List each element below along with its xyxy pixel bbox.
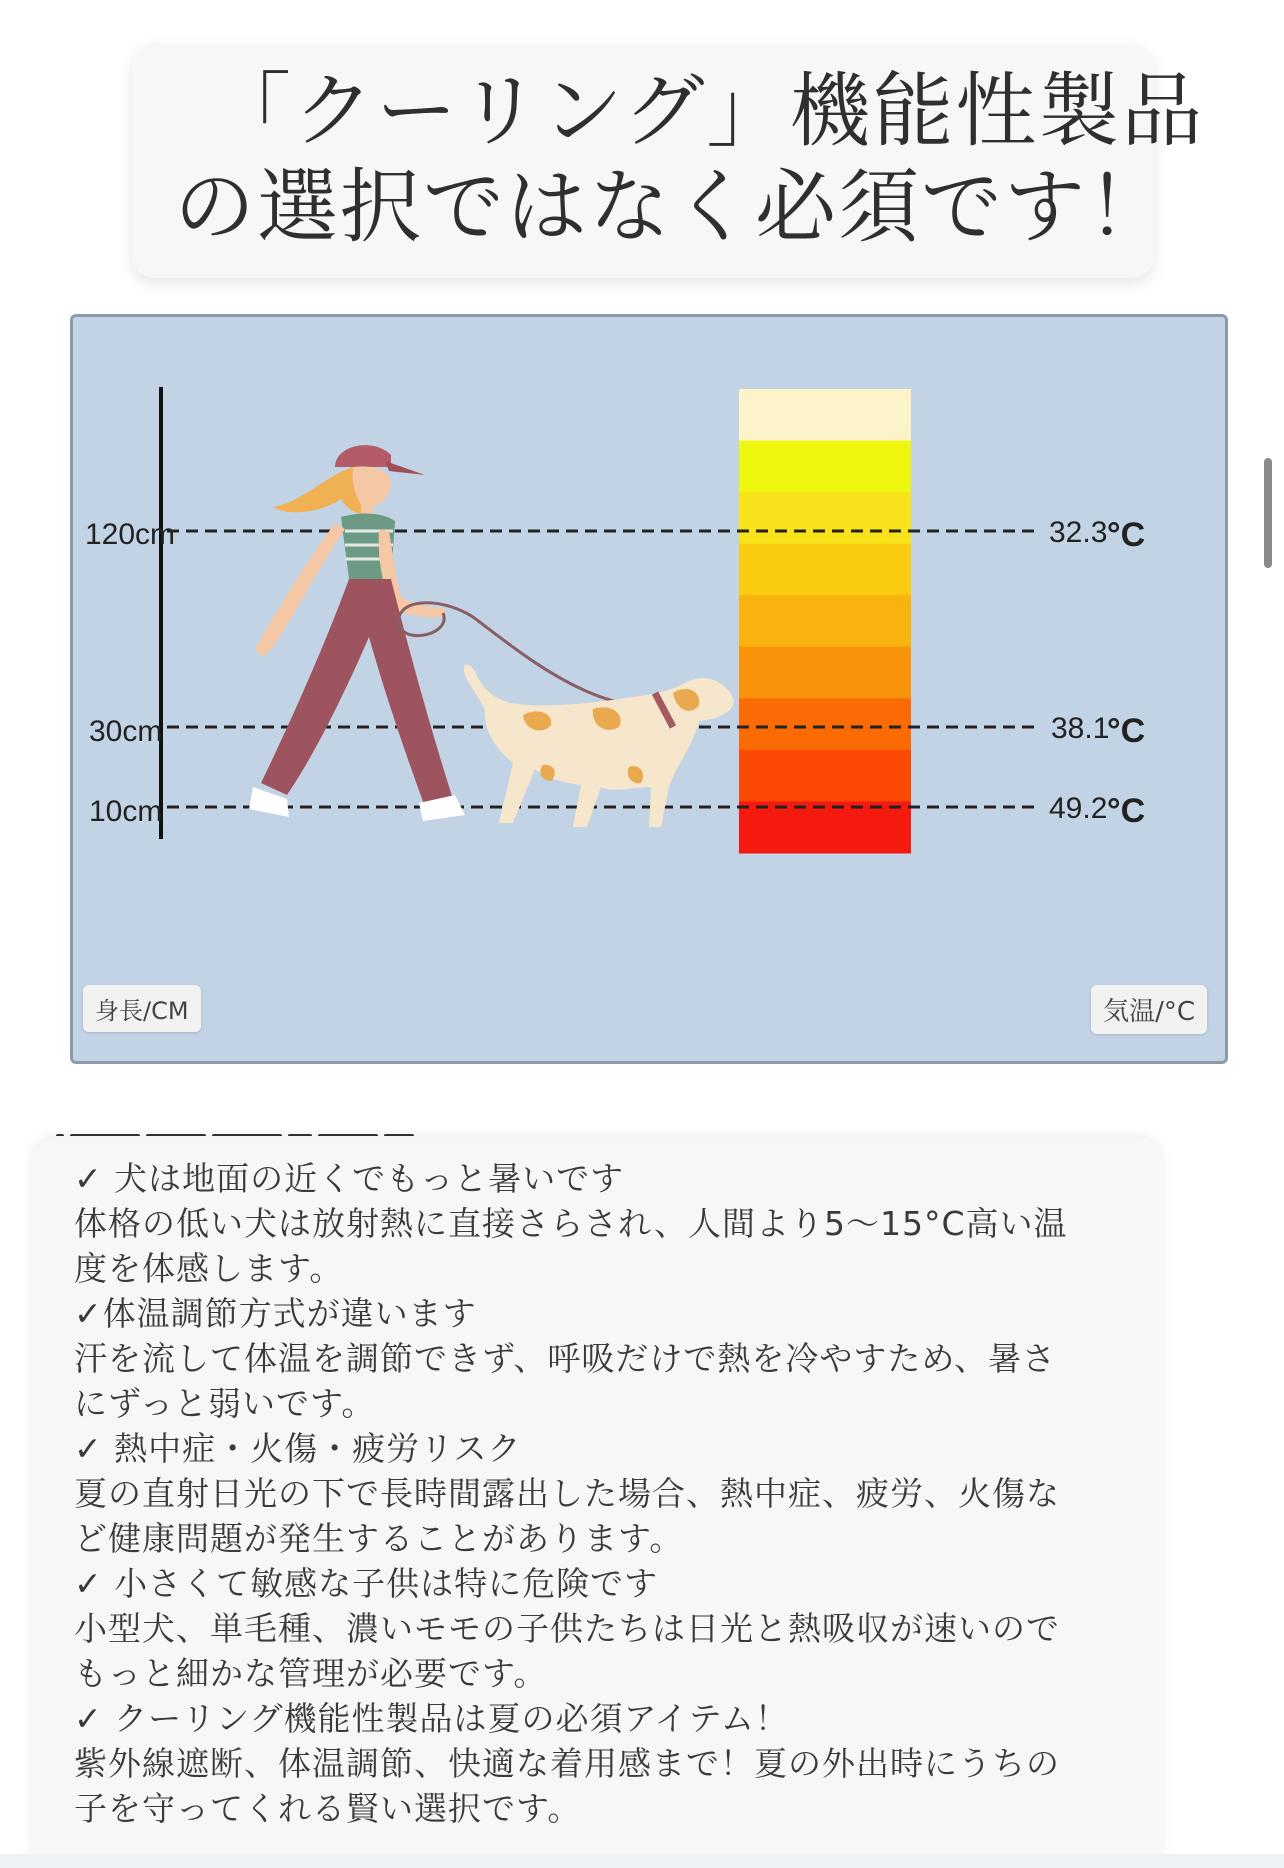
hidden-text-peek bbox=[56, 1124, 526, 1136]
description-card bbox=[32, 1138, 1162, 1868]
description-line: 汗を流して体温を調節できず、呼吸だけで熱を冷やすため、暑さ bbox=[74, 1339, 1057, 1378]
scale-segment bbox=[739, 441, 911, 493]
description-line: もっと細かな管理が必要です。 bbox=[74, 1654, 548, 1693]
page-title-line-1: 「クーリング」機能性製品 bbox=[210, 65, 1205, 159]
scale-segment bbox=[739, 801, 911, 853]
scale-segment bbox=[739, 492, 911, 544]
scrollbar[interactable] bbox=[1264, 458, 1272, 568]
description-line: ✓ 犬は地面の近くでもっと暑いです bbox=[74, 1159, 625, 1198]
scale-segment bbox=[739, 544, 911, 596]
temp-value-49-2: 49.2 bbox=[1049, 792, 1108, 825]
scale-segment bbox=[739, 389, 911, 441]
description-line: 子を守ってくれる賢い選択です。 bbox=[74, 1789, 582, 1828]
scale-segment bbox=[739, 750, 911, 802]
temperature-axis-tag: 気温/°C bbox=[1091, 985, 1207, 1034]
description-line: ✓ 熱中症・火傷・疲労リスク bbox=[74, 1429, 522, 1468]
description-line: 小型犬、単毛種、濃いモモの子供たちは日光と熱吸収が速いので bbox=[74, 1609, 1060, 1648]
description-line: 度を体感します。 bbox=[74, 1249, 344, 1288]
title-card bbox=[132, 44, 1205, 278]
description-line: 体格の低い犬は放射熱に直接さらされ、人間より5〜15°C高い温 bbox=[74, 1204, 1068, 1243]
temperature-color-scale bbox=[739, 389, 911, 854]
scale-segment bbox=[739, 698, 911, 750]
description-lines bbox=[74, 1156, 1132, 1831]
description-line: ✓ 小さくて敏感な子供は特に危険です bbox=[74, 1564, 659, 1603]
height-label-30cm: 30cm bbox=[89, 715, 163, 748]
height-axis-tag: 身長/CM bbox=[83, 985, 201, 1032]
temp-value-32-3: 32.3 bbox=[1049, 516, 1108, 549]
height-label-120cm: 120cm bbox=[85, 518, 176, 551]
temp-value-38-1: 38.1 bbox=[1051, 712, 1110, 745]
dog-illustration bbox=[464, 664, 734, 827]
description-line: 夏の直射日光の下で長時間露出した場合、熱中症、疲労、火傷な bbox=[74, 1474, 1060, 1513]
temp-unit-3: °C bbox=[1107, 792, 1146, 830]
temperature-infographic bbox=[70, 314, 1228, 1064]
description-line: ✓体温調節方式が違います bbox=[74, 1294, 477, 1333]
description-line: 紫外線遮断、体温調節、快適な着用感まで！夏の外出時にうちの bbox=[74, 1744, 1060, 1783]
height-label-10cm: 10cm bbox=[89, 795, 163, 828]
description-line: にずっと弱いです。 bbox=[74, 1384, 376, 1423]
description-line: ど健康問題が発生することがあります。 bbox=[74, 1519, 684, 1558]
bottom-strip bbox=[0, 1854, 1284, 1868]
page-title-line-2: の選択ではなく必須です！ bbox=[174, 161, 1171, 255]
scale-segment bbox=[739, 595, 911, 647]
scale-segment bbox=[739, 647, 911, 699]
description-line: ✓ クーリング機能性製品は夏の必須アイテム！ bbox=[74, 1699, 789, 1738]
infographic-canvas bbox=[73, 317, 1225, 1061]
temp-unit-2: °C bbox=[1107, 712, 1146, 750]
temp-unit-1: °C bbox=[1107, 516, 1146, 554]
